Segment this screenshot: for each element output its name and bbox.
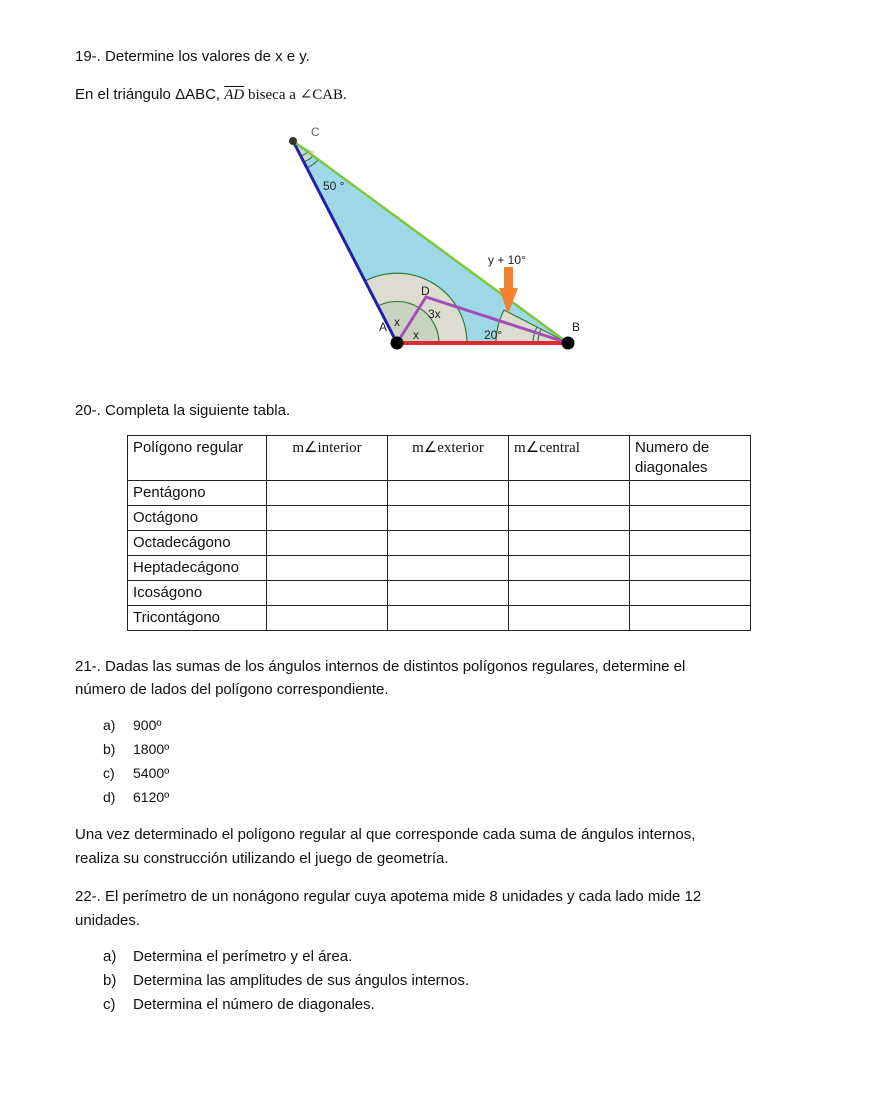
item-value: 900º — [133, 717, 162, 733]
label-angle-a-lower: x — [413, 328, 419, 342]
item-label: a) — [103, 717, 116, 733]
item-label: c) — [103, 996, 116, 1013]
cell-exterior[interactable] — [388, 506, 509, 531]
table-row — [128, 581, 751, 606]
item-value: Determina el número de diagonales. — [133, 996, 375, 1013]
table-header-row — [128, 436, 751, 481]
list-item — [103, 761, 169, 785]
vertex-c — [289, 137, 297, 145]
row-polygon: Pentágono — [128, 481, 267, 506]
arrow-icon — [504, 267, 513, 289]
polygon-table — [127, 435, 751, 631]
q19-title: 19-. Determine los valores de x e y. — [75, 48, 310, 65]
table-row — [128, 481, 751, 506]
label-d: D — [421, 284, 430, 298]
q19-statement-prefix: En el triángulo ΔABC, — [75, 86, 225, 103]
label-angle-c: 50 ° — [323, 179, 345, 193]
item-label: b) — [103, 972, 117, 989]
header-polygon: Polígono regular — [128, 436, 267, 481]
header-exterior: m∠exterior — [388, 436, 509, 481]
q21-title-line2: número de lados del polígono correspondiente. — [75, 681, 389, 698]
label-angle-b-inner: 20° — [484, 328, 503, 342]
cell-interior[interactable] — [267, 531, 388, 556]
q22-list — [103, 945, 469, 1017]
list-item — [103, 945, 469, 969]
cell-diagonals[interactable] — [630, 606, 751, 631]
row-polygon: Octágono — [128, 506, 267, 531]
row-polygon: Tricontágono — [128, 606, 267, 631]
item-value: 6120º — [133, 789, 170, 805]
segment-ad: $\overline{AD}$ — [224, 87, 245, 103]
q21-title-line1: 21-. Dadas las sumas de los ángulos internos de distintos polígonos regulares, determine el — [75, 658, 686, 675]
cell-diagonals[interactable] — [630, 481, 751, 506]
q22-title-line1: 22-. El perímetro de un nonágono regular cuya apotema mide 8 unidades y cada lado mide 12 — [75, 888, 702, 905]
item-label: d) — [103, 789, 116, 805]
cell-interior[interactable] — [267, 506, 388, 531]
q20-title: 20-. Completa la siguiente tabla. — [75, 402, 291, 419]
q21-follow-line1: Una vez determinado el polígono regular al que corresponde cada suma de ángulos internos, — [75, 826, 696, 843]
cell-diagonals[interactable] — [630, 531, 751, 556]
item-label: b) — [103, 741, 116, 757]
cell-central[interactable] — [509, 531, 630, 556]
item-value: Determina el perímetro y el área. — [133, 948, 353, 965]
header-central: m∠central — [509, 436, 630, 481]
item-value: 1800º — [133, 741, 170, 757]
table-row — [128, 506, 751, 531]
item-label: c) — [103, 765, 115, 781]
cell-diagonals[interactable] — [630, 506, 751, 531]
cell-exterior[interactable] — [388, 606, 509, 631]
label-c: C — [311, 125, 320, 139]
cell-central[interactable] — [509, 506, 630, 531]
list-item — [103, 993, 469, 1017]
q21-follow-line2: realiza su construcción utilizando el juego de geometría. — [75, 850, 449, 867]
vertex-b — [562, 337, 575, 350]
cell-diagonals[interactable] — [630, 581, 751, 606]
label-b: B — [572, 320, 581, 334]
item-value: 5400º — [133, 765, 170, 781]
q19-statement — [75, 84, 347, 106]
list-item — [103, 713, 169, 737]
cell-diagonals[interactable] — [630, 556, 751, 581]
cell-exterior[interactable] — [388, 581, 509, 606]
label-angle-b-arrow: y + 10° — [488, 253, 526, 267]
list-item — [103, 785, 169, 809]
list-item — [103, 969, 469, 993]
label-angle-d: 3x — [428, 307, 441, 321]
table-row — [128, 606, 751, 631]
cell-exterior[interactable] — [388, 481, 509, 506]
cell-interior[interactable] — [267, 481, 388, 506]
item-value: Determina las amplitudes de sus ángulos internos. — [133, 972, 470, 989]
label-a: A — [379, 320, 388, 334]
cell-central[interactable] — [509, 606, 630, 631]
row-polygon: Heptadecágono — [128, 556, 267, 581]
cell-exterior[interactable] — [388, 556, 509, 581]
q22-title-line2: unidades. — [75, 912, 141, 929]
cell-interior[interactable] — [267, 581, 388, 606]
triangle-diagram — [270, 110, 590, 360]
table-row — [128, 556, 751, 581]
cell-central[interactable] — [509, 581, 630, 606]
label-angle-a-upper: x — [394, 315, 400, 329]
q21-list — [103, 713, 169, 809]
row-polygon: Icoságono — [128, 581, 267, 606]
list-item — [103, 737, 169, 761]
q19-statement-suffix: biseca a ∠CAB. — [244, 87, 347, 103]
cell-exterior[interactable] — [388, 531, 509, 556]
vertex-a — [391, 337, 404, 350]
cell-central[interactable] — [509, 556, 630, 581]
table-row — [128, 531, 751, 556]
header-diagonals: Numero de diagonales — [630, 436, 751, 481]
row-polygon: Octadecágono — [128, 531, 267, 556]
cell-interior[interactable] — [267, 606, 388, 631]
item-label: a) — [103, 948, 117, 965]
header-interior: m∠interior — [267, 436, 388, 481]
cell-central[interactable] — [509, 481, 630, 506]
cell-interior[interactable] — [267, 556, 388, 581]
